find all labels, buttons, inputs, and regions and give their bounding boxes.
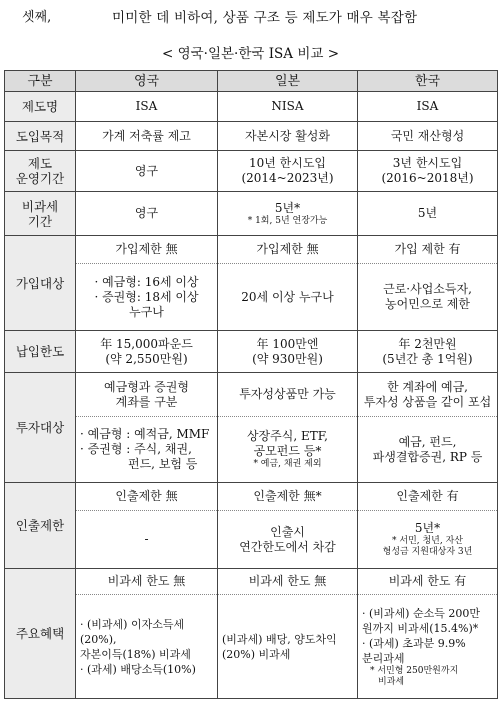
cell-japan	[218, 192, 358, 236]
cell-line: (2014~2023년)	[241, 171, 334, 185]
cell-uk	[76, 264, 218, 331]
cell-japan: 투자성상품만 가능	[218, 373, 358, 417]
cell-line: · 예금형: 16세 이상	[94, 274, 199, 289]
cell-line: 한 계좌에 예금,	[387, 379, 468, 394]
cell-korea	[358, 331, 498, 373]
footnote: 형성금 지원대상자 3년	[382, 547, 473, 557]
row-label	[5, 192, 76, 236]
cell-korea: 인출제한 有	[358, 483, 498, 511]
column-header-uk: 영국	[76, 71, 218, 92]
row-label: 주요혜택	[5, 569, 76, 699]
cell-line: 인출시	[270, 524, 305, 539]
isa-comparison-table	[4, 70, 498, 699]
cell-line: 年 15,000파운드	[100, 336, 193, 351]
row-eligibility-summary	[5, 236, 498, 264]
row-system-name	[5, 92, 498, 122]
cell-korea: 비과세 한도 有	[358, 569, 498, 595]
cell-line: 상장주식, ETF,	[246, 429, 329, 443]
row-label: 인출제한	[5, 483, 76, 569]
cell-korea	[358, 373, 498, 417]
cell-line: 3년 한시도입	[392, 156, 463, 170]
cell-line: 투자성 상품을 같이 포섭	[363, 394, 492, 409]
table-header-row	[5, 71, 498, 92]
cell-japan: 자본시장 활성화	[218, 122, 358, 151]
cell-korea	[358, 151, 498, 192]
cell-uk: 비과세 한도 無	[76, 569, 218, 595]
row-withdrawal-summary	[5, 483, 498, 511]
cell-line: 年 100만엔	[256, 336, 319, 351]
cell-line: 예금형과 증권형	[104, 379, 189, 394]
cell-line: 누구나	[129, 304, 164, 319]
cell-japan: 20세 이상 누구나	[218, 264, 358, 331]
row-label	[5, 151, 76, 192]
row-investment-summary	[5, 373, 498, 417]
cell-line: 年 2천만원	[398, 336, 457, 351]
row-label: 납입한도	[5, 331, 76, 373]
row-label: 제도명	[5, 92, 76, 122]
cell-line: · (비과세) 순소득 200만	[362, 606, 480, 620]
section-heading: 미미한 데 비하여, 상품 구조 등 제도가 매우 복잡함	[112, 10, 418, 26]
cell-korea	[358, 595, 498, 699]
cell-japan	[218, 511, 358, 569]
section-marker: 셋째,	[22, 10, 52, 25]
cell-line: (5년간 총 1억원)	[382, 351, 473, 366]
cell-line: · 예금형 : 예적금, MMF	[80, 427, 210, 441]
cell-japan	[218, 331, 358, 373]
row-period	[5, 151, 498, 192]
column-header-category: 구분	[5, 71, 76, 92]
cell-line: 10년 한시도입	[248, 156, 327, 170]
row-label-line: 기간	[27, 213, 53, 229]
row-benefits-summary	[5, 569, 498, 595]
cell-line: · (과세) 초과분 9.9%	[362, 636, 466, 650]
cell-korea: 가입 제한 有	[358, 236, 498, 264]
cell-uk	[76, 331, 218, 373]
cell-japan	[218, 595, 358, 699]
cell-japan: 가입제한 無	[218, 236, 358, 264]
cell-line: 계좌를 구분	[115, 394, 178, 409]
row-purpose	[5, 122, 498, 151]
cell-uk	[76, 417, 218, 483]
table-caption: < 영국·일본·한국 ISA 비교 >	[161, 46, 340, 62]
row-label: 투자대상	[5, 373, 76, 483]
column-header-korea: 한국	[358, 71, 498, 92]
cell-line: 5년*	[274, 200, 301, 215]
cell-uk	[76, 595, 218, 699]
cell-korea: ISA	[358, 92, 498, 122]
cell-uk: 가입제한 無	[76, 236, 218, 264]
cell-japan: 인출제한 無*	[218, 483, 358, 511]
cell-line: 펀드, 보험 등	[128, 457, 198, 471]
cell-line: 연간한도에서 차감	[239, 539, 336, 554]
row-label: 가입대상	[5, 236, 76, 331]
footnote: * 1회, 5년 연장가능	[247, 215, 328, 226]
row-tax-free-period	[5, 192, 498, 236]
cell-uk: ISA	[76, 92, 218, 122]
footnote: 비과세	[378, 676, 405, 687]
cell-japan: 비과세 한도 無	[218, 569, 358, 595]
cell-line: · 증권형 : 주식, 채권,	[80, 442, 192, 456]
row-label-line: 운영기간	[15, 171, 65, 186]
row-label-line: 제도	[27, 156, 53, 171]
row-label: 도입목적	[5, 122, 76, 151]
footnote: * 서민, 청년, 자산	[392, 536, 463, 546]
row-eligibility-detail	[5, 264, 498, 331]
cell-line: 예금, 펀드,	[398, 434, 457, 449]
row-benefits-detail	[5, 595, 498, 699]
cell-line: 파생결합증권, RP 등	[372, 449, 483, 464]
cell-japan: NISA	[218, 92, 358, 122]
cell-line: (비과세) 배당, 양도차익	[222, 632, 337, 646]
cell-line: (약 2,550만원)	[105, 351, 188, 366]
cell-uk: -	[76, 511, 218, 569]
cell-line: · 증권형: 18세 이상	[94, 289, 199, 304]
footnote: * 예금, 채권 제외	[253, 459, 322, 469]
cell-uk: 영구	[76, 192, 218, 236]
cell-korea: 5년	[358, 192, 498, 236]
row-contribution-limit	[5, 331, 498, 373]
cell-line: 농어민으로 제한	[385, 297, 470, 311]
cell-line: · (비과세) 이자소득세(20%),	[80, 617, 185, 646]
row-investment-detail	[5, 417, 498, 483]
cell-japan	[218, 151, 358, 192]
header	[0, 0, 501, 30]
cell-line: 근로·사업소득자,	[383, 282, 472, 296]
cell-line: (20%) 비과세	[222, 647, 291, 661]
column-header-japan: 일본	[218, 71, 358, 92]
cell-uk: 영구	[76, 151, 218, 192]
cell-uk: 가계 저축률 제고	[76, 122, 218, 151]
footnote: * 서민형 250만원까지	[370, 665, 459, 676]
cell-korea: 국민 재산형성	[358, 122, 498, 151]
row-label-line: 비과세	[21, 198, 59, 214]
cell-japan	[218, 417, 358, 483]
cell-line: 자본이득(18%) 비과세	[80, 647, 191, 661]
cell-uk: 인출제한 無	[76, 483, 218, 511]
cell-line: 5년*	[414, 521, 441, 535]
row-withdrawal-detail	[5, 511, 498, 569]
cell-line: · (과세) 배당소득(10%)	[80, 662, 196, 676]
cell-line: 공모펀드 등*	[253, 444, 322, 458]
cell-line: (2016~2018년)	[381, 171, 474, 185]
cell-line: 분리과세	[362, 651, 405, 665]
cell-korea	[358, 417, 498, 483]
cell-line: 원까지 비과세(15.4%)*	[362, 621, 479, 635]
cell-korea	[358, 264, 498, 331]
cell-line: (약 930만원)	[252, 351, 323, 366]
cell-korea	[358, 511, 498, 569]
cell-uk	[76, 373, 218, 417]
